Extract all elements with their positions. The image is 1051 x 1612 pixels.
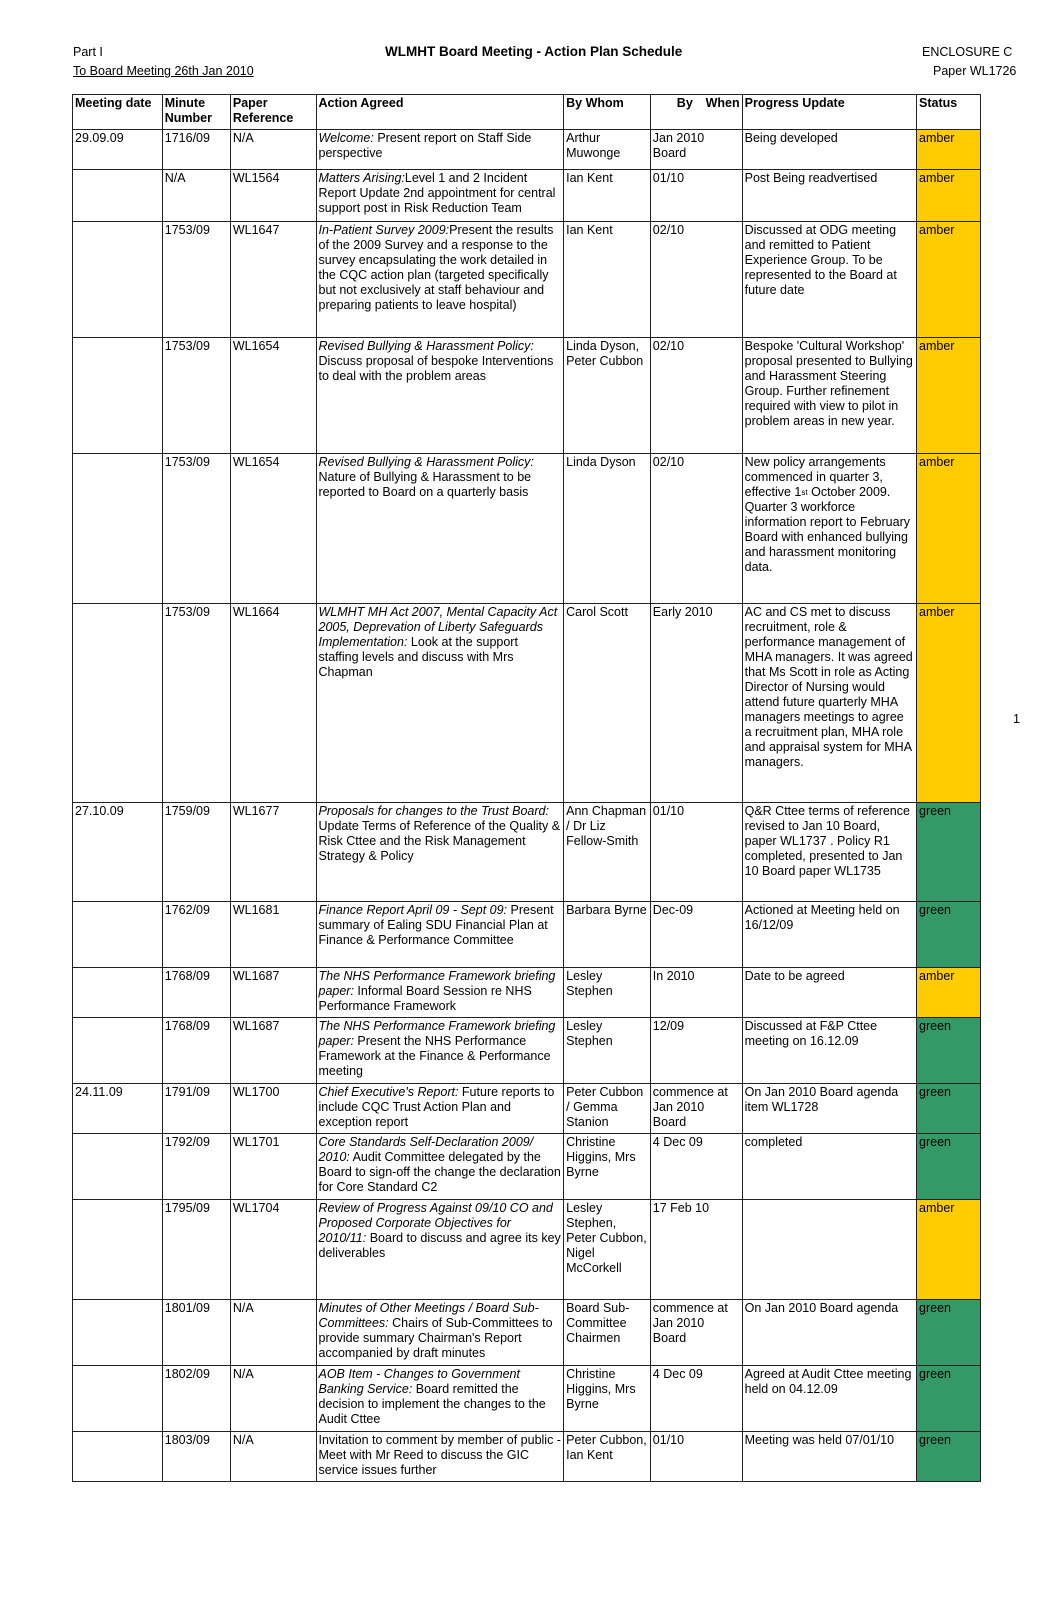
page-number: 1 — [1013, 712, 1020, 726]
by-when-cell: 01/10 — [650, 170, 742, 222]
paper-reference-cell: WL1700 — [230, 1084, 316, 1134]
by-when-cell: Early 2010 — [650, 604, 742, 803]
paper-reference-label: Paper WL1726 — [933, 64, 1017, 78]
by-when-cell: 4 Dec 09 — [650, 1134, 742, 1200]
status-badge: green — [917, 1018, 981, 1084]
meeting-date-cell — [73, 454, 163, 604]
status-badge: amber — [917, 130, 981, 170]
by-when-cell: 01/10 — [650, 803, 742, 902]
action-agreed-cell: Finance Report April 09 - Sept 09: Present summary of Ealing SDU Financial Plan at Finance & Performance Committee — [316, 902, 564, 968]
by-when-cell: 01/10 — [650, 1432, 742, 1482]
status-badge: green — [917, 1366, 981, 1432]
status-badge: amber — [917, 222, 981, 338]
status-badge: amber — [917, 170, 981, 222]
progress-update-cell: Date to be agreed — [742, 968, 916, 1018]
paper-reference-cell: WL1654 — [230, 338, 316, 454]
col-by-when: By When — [650, 95, 742, 130]
paper-reference-cell: N/A — [230, 1300, 316, 1366]
progress-update-cell: Being developed — [742, 130, 916, 170]
progress-update-cell: Discussed at ODG meeting and remitted to Patient Experience Group. To be represented to the Board at future date — [742, 222, 916, 338]
progress-update-cell: On Jan 2010 Board agenda item WL1728 — [742, 1084, 916, 1134]
minute-number-cell: 1716/09 — [162, 130, 230, 170]
meeting-date-cell — [73, 1300, 163, 1366]
paper-reference-cell: WL1677 — [230, 803, 316, 902]
meeting-date-cell — [73, 1018, 163, 1084]
paper-reference-cell: WL1664 — [230, 604, 316, 803]
progress-update-cell: AC and CS met to discuss recruitment, role & performance management of MHA managers. It was agreed that Ms Scott in role as Acting Director of Nursing would attend future quarterly MHA managers meetings to agree a recruitment plan, MHA role and appraisal system for MHA managers. — [742, 604, 916, 803]
table-header-row — [73, 95, 981, 130]
status-badge: amber — [917, 338, 981, 454]
minute-number-cell: 1792/09 — [162, 1134, 230, 1200]
meeting-date-cell — [73, 338, 163, 454]
progress-update-cell: Actioned at Meeting held on 16/12/09 — [742, 902, 916, 968]
table-row — [73, 338, 981, 454]
part-label: Part I — [73, 45, 103, 59]
by-whom-cell: Carol Scott — [564, 604, 651, 803]
paper-reference-cell: WL1704 — [230, 1200, 316, 1300]
by-whom-cell: Christine Higgins, Mrs Byrne — [564, 1134, 651, 1200]
by-whom-cell: Lesley Stephen — [564, 968, 651, 1018]
action-agreed-cell: Revised Bullying & Harassment Policy: Nature of Bullying & Harassment to be reported to Board on a quarterly basis — [316, 454, 564, 604]
by-when-cell: commence at Jan 2010 Board — [650, 1084, 742, 1134]
table-row — [73, 604, 981, 803]
progress-update-cell: Q&R Cttee terms of reference revised to Jan 10 Board, paper WL1737 . Policy R1 completed, presented to Jan 10 Board paper WL1735 — [742, 803, 916, 902]
minute-number-cell: 1759/09 — [162, 803, 230, 902]
minute-number-cell: 1753/09 — [162, 338, 230, 454]
progress-update-cell: Bespoke 'Cultural Workshop' proposal presented to Bullying and Harassment Steering Group. Further refinement required with view to pilot in problem areas in new year. — [742, 338, 916, 454]
paper-reference-cell: N/A — [230, 130, 316, 170]
by-whom-cell: Barbara Byrne — [564, 902, 651, 968]
col-minute-number: Minute Number — [162, 95, 230, 130]
paper-reference-cell: WL1654 — [230, 454, 316, 604]
meeting-date-cell: 27.10.09 — [73, 803, 163, 902]
by-whom-cell: Ian Kent — [564, 222, 651, 338]
by-whom-cell: Christine Higgins, Mrs Byrne — [564, 1366, 651, 1432]
status-badge: amber — [917, 1200, 981, 1300]
action-agreed-cell: The NHS Performance Framework briefing paper: Present the NHS Performance Framework at the Finance & Performance meeting — [316, 1018, 564, 1084]
by-whom-cell: Peter Cubbon / Gemma Stanion — [564, 1084, 651, 1134]
table-row — [73, 1366, 981, 1432]
by-when-cell: Dec-09 — [650, 902, 742, 968]
meeting-date-cell — [73, 968, 163, 1018]
minute-number-cell: 1768/09 — [162, 968, 230, 1018]
by-whom-cell: Ann Chapman / Dr Liz Fellow-Smith — [564, 803, 651, 902]
minute-number-cell: 1801/09 — [162, 1300, 230, 1366]
status-badge: green — [917, 902, 981, 968]
by-whom-cell: Board Sub-Committee Chairmen — [564, 1300, 651, 1366]
status-badge: green — [917, 1300, 981, 1366]
action-agreed-cell: Minutes of Other Meetings / Board Sub-Committees: Chairs of Sub-Committees to provide summary Chairman's Report accompanied by draft minutes — [316, 1300, 564, 1366]
table-row — [73, 222, 981, 338]
progress-update-cell — [742, 1200, 916, 1300]
status-badge: amber — [917, 604, 981, 803]
table-row — [73, 454, 981, 604]
action-agreed-cell: Review of Progress Against 09/10 CO and Proposed Corporate Objectives for 2010/11: Board to discuss and agree its key deliverables — [316, 1200, 564, 1300]
paper-reference-cell: WL1701 — [230, 1134, 316, 1200]
table-row — [73, 902, 981, 968]
meeting-date-cell — [73, 170, 163, 222]
action-agreed-cell: Revised Bullying & Harassment Policy: Discuss proposal of bespoke Interventions to deal with the problem areas — [316, 338, 564, 454]
minute-number-cell: 1753/09 — [162, 222, 230, 338]
meeting-date-cell — [73, 1200, 163, 1300]
col-paper-reference: Paper Reference — [230, 95, 316, 130]
progress-update-cell: Agreed at Audit Cttee meeting held on 04.12.09 — [742, 1366, 916, 1432]
by-when-cell: 17 Feb 10 — [650, 1200, 742, 1300]
meeting-date-cell — [73, 604, 163, 803]
by-whom-cell: Peter Cubbon, Ian Kent — [564, 1432, 651, 1482]
by-whom-cell: Linda Dyson, Peter Cubbon — [564, 338, 651, 454]
minute-number-cell: 1762/09 — [162, 902, 230, 968]
status-badge: green — [917, 1084, 981, 1134]
action-agreed-cell: Welcome: Present report on Staff Side perspective — [316, 130, 564, 170]
table-row — [73, 1432, 981, 1482]
by-whom-cell: Linda Dyson — [564, 454, 651, 604]
status-badge: amber — [917, 968, 981, 1018]
table-row — [73, 1018, 981, 1084]
paper-reference-cell: WL1687 — [230, 1018, 316, 1084]
action-plan-table — [72, 94, 981, 1482]
table-row — [73, 968, 981, 1018]
meeting-date-cell: 29.09.09 — [73, 130, 163, 170]
by-when-cell: Jan 2010 Board — [650, 130, 742, 170]
table-row — [73, 170, 981, 222]
minute-number-cell: 1753/09 — [162, 604, 230, 803]
by-whom-cell: Ian Kent — [564, 170, 651, 222]
col-status: Status — [917, 95, 981, 130]
table-row — [73, 803, 981, 902]
by-when-cell: In 2010 — [650, 968, 742, 1018]
action-agreed-cell: Core Standards Self-Declaration 2009/ 2010: Audit Committee delegated by the Board to sign-off the change the declaration for Core Standard C2 — [316, 1134, 564, 1200]
meeting-subtitle: To Board Meeting 26th Jan 2010 — [73, 64, 254, 78]
col-by-whom: By Whom — [564, 95, 651, 130]
minute-number-cell: 1803/09 — [162, 1432, 230, 1482]
table-row — [73, 1134, 981, 1200]
paper-reference-cell: WL1681 — [230, 902, 316, 968]
status-badge: amber — [917, 454, 981, 604]
table-row — [73, 130, 981, 170]
progress-update-cell: completed — [742, 1134, 916, 1200]
action-agreed-cell: Matters Arising:Level 1 and 2 Incident Report Update 2nd appointment for central support post in Risk Reduction Team — [316, 170, 564, 222]
by-whom-cell: Lesley Stephen, Peter Cubbon, Nigel McCorkell — [564, 1200, 651, 1300]
action-agreed-cell: AOB Item - Changes to Government Banking Service: Board remitted the decision to implement the changes to the Audit Cttee — [316, 1366, 564, 1432]
by-whom-cell: Lesley Stephen — [564, 1018, 651, 1084]
by-when-cell: 12/09 — [650, 1018, 742, 1084]
minute-number-cell: 1768/09 — [162, 1018, 230, 1084]
action-agreed-cell: Proposals for changes to the Trust Board: Update Terms of Reference of the Quality & Risk Cttee and the Risk Management Strategy & Policy — [316, 803, 564, 902]
status-badge: green — [917, 803, 981, 902]
meeting-date-cell — [73, 902, 163, 968]
minute-number-cell: N/A — [162, 170, 230, 222]
meeting-date-cell — [73, 222, 163, 338]
progress-update-cell: Discussed at F&P Cttee meeting on 16.12.09 — [742, 1018, 916, 1084]
col-action-agreed: Action Agreed — [316, 95, 564, 130]
by-when-cell: 4 Dec 09 — [650, 1366, 742, 1432]
progress-update-cell: On Jan 2010 Board agenda — [742, 1300, 916, 1366]
progress-update-cell: Meeting was held 07/01/10 — [742, 1432, 916, 1482]
paper-reference-cell: N/A — [230, 1366, 316, 1432]
meeting-date-cell — [73, 1134, 163, 1200]
minute-number-cell: 1795/09 — [162, 1200, 230, 1300]
page-title: WLMHT Board Meeting - Action Plan Schedule — [385, 44, 683, 59]
by-when-cell: 02/10 — [650, 338, 742, 454]
progress-update-cell: New policy arrangements commenced in quarter 3, effective 1st October 2009. Quarter 3 workforce information report to February Board with enhanced bullying and harassment monitoring data. — [742, 454, 916, 604]
paper-reference-cell: N/A — [230, 1432, 316, 1482]
meeting-date-cell: 24.11.09 — [73, 1084, 163, 1134]
table-row — [73, 1200, 981, 1300]
action-agreed-cell: The NHS Performance Framework briefing paper: Informal Board Session re NHS Performance Framework — [316, 968, 564, 1018]
minute-number-cell: 1802/09 — [162, 1366, 230, 1432]
by-when-cell: 02/10 — [650, 454, 742, 604]
by-whom-cell: Arthur Muwonge — [564, 130, 651, 170]
enclosure-label: ENCLOSURE C — [922, 45, 1013, 59]
minute-number-cell: 1791/09 — [162, 1084, 230, 1134]
col-progress-update: Progress Update — [742, 95, 916, 130]
by-when-cell: 02/10 — [650, 222, 742, 338]
table-row — [73, 1300, 981, 1366]
paper-reference-cell: WL1687 — [230, 968, 316, 1018]
meeting-date-cell — [73, 1432, 163, 1482]
action-agreed-cell: In-Patient Survey 2009:Present the results of the 2009 Survey and a response to the survey encapsulating the work detailed in the CQC action plan (targeted specifically but not exclusively at staff behaviour and preparing patients to leave hospital) — [316, 222, 564, 338]
progress-update-cell: Post Being readvertised — [742, 170, 916, 222]
paper-reference-cell: WL1647 — [230, 222, 316, 338]
minute-number-cell: 1753/09 — [162, 454, 230, 604]
paper-reference-cell: WL1564 — [230, 170, 316, 222]
status-badge: green — [917, 1134, 981, 1200]
action-agreed-cell: WLMHT MH Act 2007, Mental Capacity Act 2005, Deprevation of Liberty Safeguards Implementation: Look at the support staffing levels and discuss with Mrs Chapman — [316, 604, 564, 803]
action-agreed-cell: Chief Executive's Report: Future reports to include CQC Trust Action Plan and exception report — [316, 1084, 564, 1134]
status-badge: green — [917, 1432, 981, 1482]
table-row — [73, 1084, 981, 1134]
by-when-cell: commence at Jan 2010 Board — [650, 1300, 742, 1366]
col-meeting-date: Meeting date — [73, 95, 163, 130]
action-agreed-cell: Invitation to comment by member of public - Meet with Mr Reed to discuss the GIC service issues further — [316, 1432, 564, 1482]
meeting-date-cell — [73, 1366, 163, 1432]
